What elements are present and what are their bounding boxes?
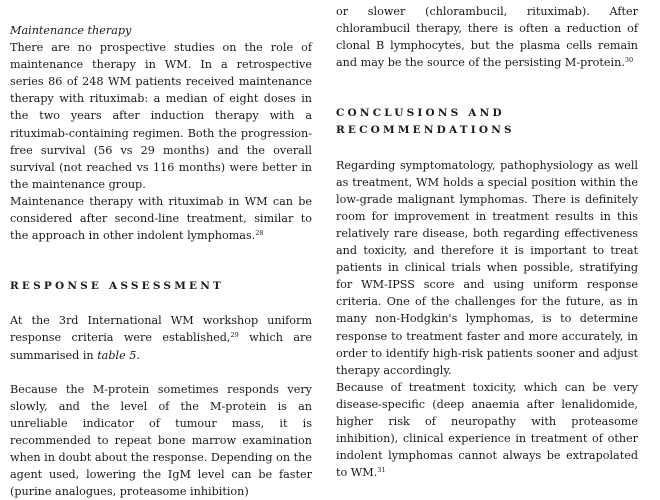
reference-29[interactable]: 29 [230,331,239,340]
conclusions-heading-line-2: RECOMMENDATIONS [336,124,515,137]
conclusions-paragraph-1: Regarding symptomatology, pathophysiology as well as treatment, WM holds a special position within the low-grade malignant lymphomas. There is definitely room for improvement in treatment results in this relatively rare disease, both regarding effectiveness and toxicity, and therefore it is important to treat patients in clinical trials when possible, stratifying for WM-IPSS score and using uniform response criteria. One of the challenges for the future, as in many non-Hodgkin's lymphomas, is to determine response to treatment faster and more accurately, in order to identify high-risk patients sooner and adjust therapy accordingly. [336,158,638,377]
response-paragraph-2: Because the M-protein sometimes responds very slowly, and the level of the M-protein is an unreliable indicator of tumour mass, it is recommended to repeat bone marrow examination when in doubt about the response. Depending on the agent used, lowering the IgM level can be faster (purine analogues, proteasome inhibition) [10,382,312,499]
conclusions-paragraph-2 [336,379,638,482]
conclusions-paragraph-2-text: Because of treatment toxicity, which can be very disease-specific (deep anaemia after lenalidomide, higher risk of neuropathy with proteasome inhibition), clinical experience in treatment of other indolent lymphomas cannot always be extrapolated to WM. [336,380,638,480]
response-paragraph-1-text-b: which are summarised in [10,331,312,362]
maintenance-paragraph-2 [10,193,312,244]
reference-31[interactable]: 31 [377,466,386,475]
maintenance-paragraph-2-text: Maintenance therapy with rituximab in WM can be considered after second-line treatment, similar to the approach in other indolent lymphomas. [10,194,312,243]
conclusions-heading [336,105,638,139]
response-paragraph-1-text-a: At the 3rd International WM workshop uniform response criteria were established, [10,314,312,345]
continuation-paragraph [336,3,638,71]
response-paragraph-1-end: . [136,348,140,362]
response-assessment-heading: RESPONSE ASSESSMENT [10,280,225,293]
conclusions-heading-line-1: CONCLUSIONS AND [336,107,505,120]
maintenance-therapy-subheading: Maintenance therapy [10,24,132,37]
maintenance-paragraph-1: There are no prospective studies on the role of maintenance therapy in WM. In a retrospective series 86 of 248 WM patients received maintenance therapy with rituximab: a median of eight doses in the two years after induction therapy with a rituximab-containing regimen. Both the progression-free survival (56 vs 29 months) and the overall survival (not reached vs 116 months) were better in the maintenance group. [10,41,312,191]
right-column [336,3,638,481]
reference-28[interactable]: 28 [255,229,264,238]
response-paragraph-1 [10,312,312,363]
table-5-link[interactable]: table 5 [97,348,137,362]
left-column [10,22,312,500]
reference-30[interactable]: 30 [624,56,634,65]
continuation-text: or slower (chlorambucil, rituximab). After chlorambucil therapy, there is often a reduction of clonal B lymphocytes, but the plasma cells remain and may be the source of the persisting M-protein. [336,5,638,70]
